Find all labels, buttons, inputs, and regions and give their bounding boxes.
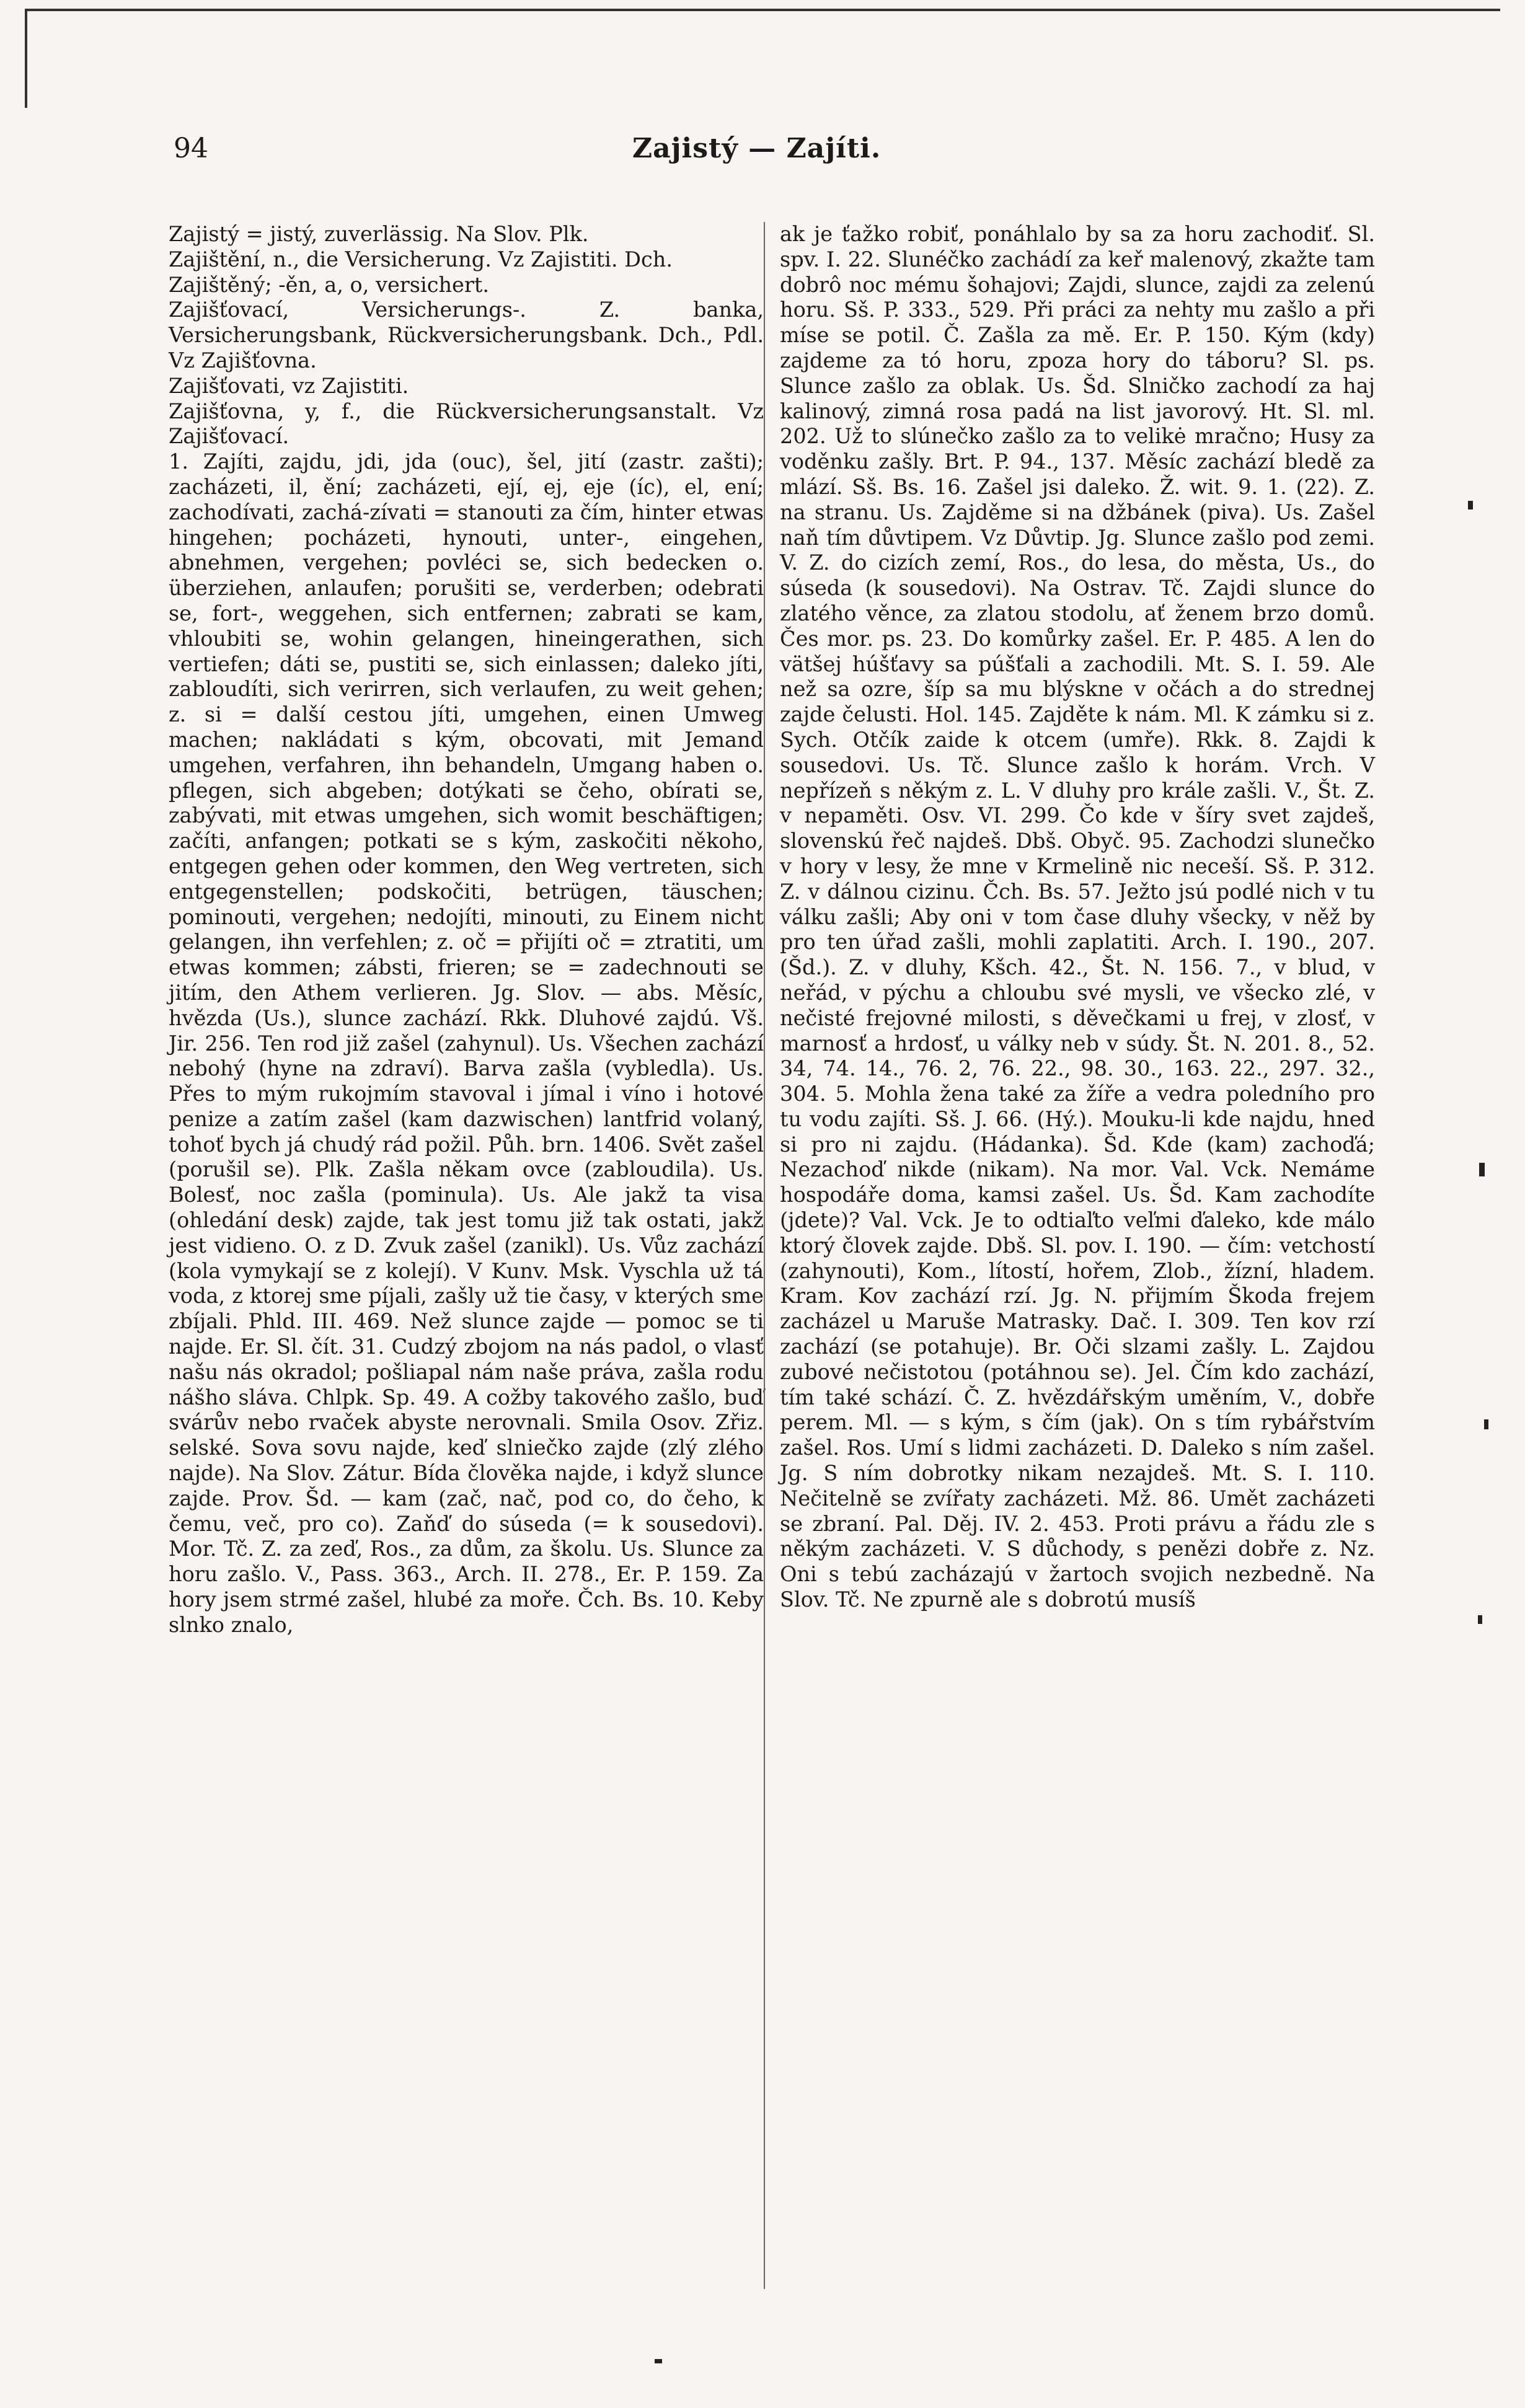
- entry-zajisteny: Zajištěný; -ěn, a, o, versichert.: [169, 272, 489, 297]
- margin-mark: [1484, 1419, 1488, 1429]
- running-head: Zajistý — Zajíti.: [632, 133, 882, 164]
- entry-zajistovna: Zajišťovna, y, f., die Rückversicherungsanstalt. Vz Zajišťovací.: [169, 399, 764, 449]
- page-number: 94: [174, 133, 208, 164]
- margin-mark: [1468, 501, 1473, 509]
- entry-zajiti-continued: ak je ťažko robiť, ponáhlalo by sa za horu zachodiť. Sl. spv. I. 22. Slunéčko zachádí za keř malenový, zkažte tam dobrô noc mému šohajovi; Zajdi, slunce, zajdi za zelenú horu. Sš. P. 333., 529. Při práci za nehty mu zašlo a při míse se potil. Č. Zašla za mě. Er. P. 150. Kým (kdy) zajdeme za tó horu, zpoza hory do táboru? Sl. ps. Slunce zašlo za oblak. Us. Šd. Slničko zachodí za haj kalinový, zimná rosa padá na list javorový. Ht. Sl. ml. 202. Už to slúnečko zašlo za to velikė mračno; Husy za voděnku zašly. Brt. P. 94., 137. Měsíc zachází bledě za mlází. Sš. Bs. 16. Zašel jsi daleko. Ž. wit. 9. 1. (22). Z. na stranu. Us. Zajděme si na džbánek (piva). Us. Zašel naň tím důvtipem. Vz Důvtip. Jg. Slunce zašlo pod zemi. V. Z. do cizích zemí, Ros., do lesa, do města, Us., do súseda (k sousedovi). Na Ostrav. Tč. Zajdi slunce do zlatého věnce, za zlatou stodolu, ať ženem brzo domů. Čes mor. ps. 23. Do komůrky zašel. Er. P. 485. A len do vätšej húšťavy sa púšťali a zachodili. Mt. S. I. 59. Ale než sa ozre, šíp sa mu blýskne v očách a do strednej zajde čelusti. Hol. 145. Zajděte k nám. Ml. K zámku si z. Sych. Otčík zaide k otcem (umře). Rkk. 8. Zajdi k sousedovi. Us. Tč. Slunce zašlo k horám. Vrch. V nepřízeň s někým z. L. V dluhy pro krále zašli. V., Št. Z. v nepaměti. Osv. VI. 299. Čo kde v šíry svet zajdeš, slovenskú řeč najdeš. Dbš. Obyč. 95. Zachodzi slunečko v hory v lesy, že mne v Krmelině nic neceší. Sš. P. 312. Z. v dálnou cizinu. Čch. Bs. 57. Ježto jsú podlé nich v tu válku zašli; Aby oni v tom čase dluhy všecky, v něž by pro ten úřad zašli, mohli zaplatiti. Arch. I. 190., 207. (Šd.). Z. v dluhy, Kšch. 42., Št. N. 156. 7., v blud, v neřád, v pýchu a chloubu své mysli, ve všecko zlé, v nečisté frejovné milosti, s děvečkami u frej, v zlosť, v marnosť a hrdosť, u války neb v súdy. Št. N. 201. 8., 52. 34, 74. 14., 76. 2, 76. 22., 98. 30., 163. 22., 297. 32., 304. 5. Mohla žena také za žíře a vedra poledního pro tu vodu zajíti. Sš. J. 66. (Hý.). Mouku-li kde najdu, hned si pro ni zajdu. (Hádanka). Šd. Kde (kam) zachoďá; Nezachoď nikde (nikam). Na mor. Val. Vck. Nemáme hospodáře doma, kamsi zašel. Us. Šd. Kam zachodíte (jdete)? Val. Vck. Je to odtiaľto veľmi ďaleko, kde málo ktorý človek zajde. Dbš. Sl. pov. I. 190. — čím: vetchostí (zahynouti), Kom., lítostí, hořem, Zlob., žízní, hladem. Kram. Kov zachází rzí. Jg. N. přijmím Škoda frejem zacházel u Maruše Matrasky. Dač. I. 309. Ten kov rzí zachází (se potahuje). Br. Oči slzami zašly. L. Zajdou zubové nečistotou (potáhnou se). Jel. Čím kdo zachází, tím také schází. Č. Z. hvězdářským uměním, V., dobře perem. Ml. — s kým, s čím (jak). On s tím rybářstvím zašel. Ros. Umí s lidmi zacházeti. D. Daleko s ním zašel. Jg. S ním dobrotky nikam nezajdeš. Mt. S. I. 110. Nečitelně se zvířaty zacházeti. Mž. 86. Umět zacházeti se zbraní. Pal. Děj. IV. 2. 453. Proti právu a řádu zle s někým zacházeti. V. S důchody, s penězi dobře z. Nz. Oni s tebú zacházajú v žartoch svojich nezbedně. Na Slov. Tč. Ne zpurně ale s dobrotú musíš: [780, 222, 1375, 1612]
- entry-zajistovaci: Zajišťovací, Versicherungs-. Z. banka, Versicherungsbank, Rückversicherungsbank. Dch., Pdl. Vz Zajišťovna.: [169, 298, 764, 373]
- entry-zajisteni: Zajištění, n., die Versicherung. Vz Zajistiti. Dch.: [169, 247, 673, 271]
- entry-zajisty: Zajistý = jistý, zuverlässig. Na Slov. Plk.: [169, 222, 589, 246]
- entry-zajiti: 1. Zajíti, zajdu, jdi, jda (ouc), šel, jití (zastr. zašti); zacházeti, il, ění; zacházeti, ejí, ej, eje (íc), el, ení; zachodívati, zachá-zívati = stanouti za čím, hinter etwas hingehen; pocházeti, hynouti, unter-, eingehen, abnehmen, vergehen; povléci se, sich bedecken o. überziehen, anlaufen; porušiti se, verderben; odebrati se, fort-, weggehen, sich entfernen; zabrati se kam, vhloubiti se, wohin gelangen, hineingerathen, sich vertiefen; dáti se, pustiti se, sich einlassen; daleko jíti, zabloudíti, sich verirren, sich verlaufen, zu weit gehen; z. si = další cestou jíti, umgehen, einen Umweg machen; nakládati s kým, obcovati, mit Jemand umgehen, verfahren, ihn behandeln, Umgang haben o. pflegen, sich abgeben; dotýkati se čeho, obírati se, zabývati, mit etwas umgehen, sich womit beschäftigen; začíti, anfangen; potkati se s kým, zaskočiti někoho, entgegen gehen oder kommen, den Weg vertreten, sich entgegenstellen; podskočiti, betrügen, täuschen; pominouti, vergehen; nedojíti, minouti, zu Einem nicht gelangen, ihn verfehlen; z. oč = přijíti oč = ztratiti, um etwas kommen; zábsti, frieren; se = zadechnouti se jitím, den Athem verlieren. Jg. Slov. — abs. Měsíc, hvězda (Us.), slunce zachází. Rkk. Dluhové zajdú. Vš. Jir. 256. Ten rod již zašel (zahynul). Us. Všechen zachází nebohý (hyne na zdraví). Barva zašla (vybledla). Us. Přes to mým rukojmím stavoval i jímal i víno i hotové penize a zatím zašel (kam dazwischen) lantfrid volaný, tohoť bych já chudý rád požil. Půh. brn. 1406. Svět zašel (porušil se). Plk. Zašla někam ovce (zabloudila). Us. Bolesť, noc zašla (pominula). Us. Ale jakž ta visa (ohledání desk) zajde, tak jest tomu již tak ostati, jakž jest vidieno. O. z D. Zvuk zašel (zanikl). Us. Vůz zachází (kola vymykají se z kolejí). V Kunv. Msk. Vyschla už tá voda, z ktorej sme píjali, zašly už tie časy, v kterých sme zbíjali. Phld. III. 469. Než slunce zajde — pomoc se ti najde. Er. Sl. čít. 31. Cudzý zbojom na nás padol, o vlasť našu nás okradol; pošliapal nám naše práva, zašla rodu nášho sláva. Chlpk. Sp. 49. A cožby takového zašlo, buď svárův nebo rvaček abyste nerovnali. Smila Osov. Zřiz. selské. Sova sovu najde, keď slniečko zajde (zlý zlého najde). Na Slov. Zátur. Bída člověka najde, i když slunce zajde. Prov. Šd. — kam (zač, nač, pod co, do čeho, k čemu, več, pro co). Zaňď do súseda (= k sousedovi). Mor. Tč. Z. za zeď, Ros., za dům, za školu. Us. Slunce za horu zašlo. V., Pass. 363., Arch. II. 278., Er. P. 159. Za hory jsem strmé zašel, hlubé za moře. Čch. Bs. 10. Keby slnko znalo,: [169, 449, 764, 1637]
- margin-mark: [655, 2359, 662, 2363]
- margin-mark: [1479, 1163, 1485, 1176]
- right-column: [780, 222, 1375, 1613]
- left-column: [169, 222, 764, 1638]
- scan-frame-left: [25, 9, 27, 108]
- margin-mark: [1478, 1615, 1482, 1624]
- column-divider: [764, 222, 765, 2289]
- entry-zajistovati: Zajišťovati, vz Zajistiti.: [169, 373, 409, 398]
- scan-frame-top: [25, 9, 1500, 11]
